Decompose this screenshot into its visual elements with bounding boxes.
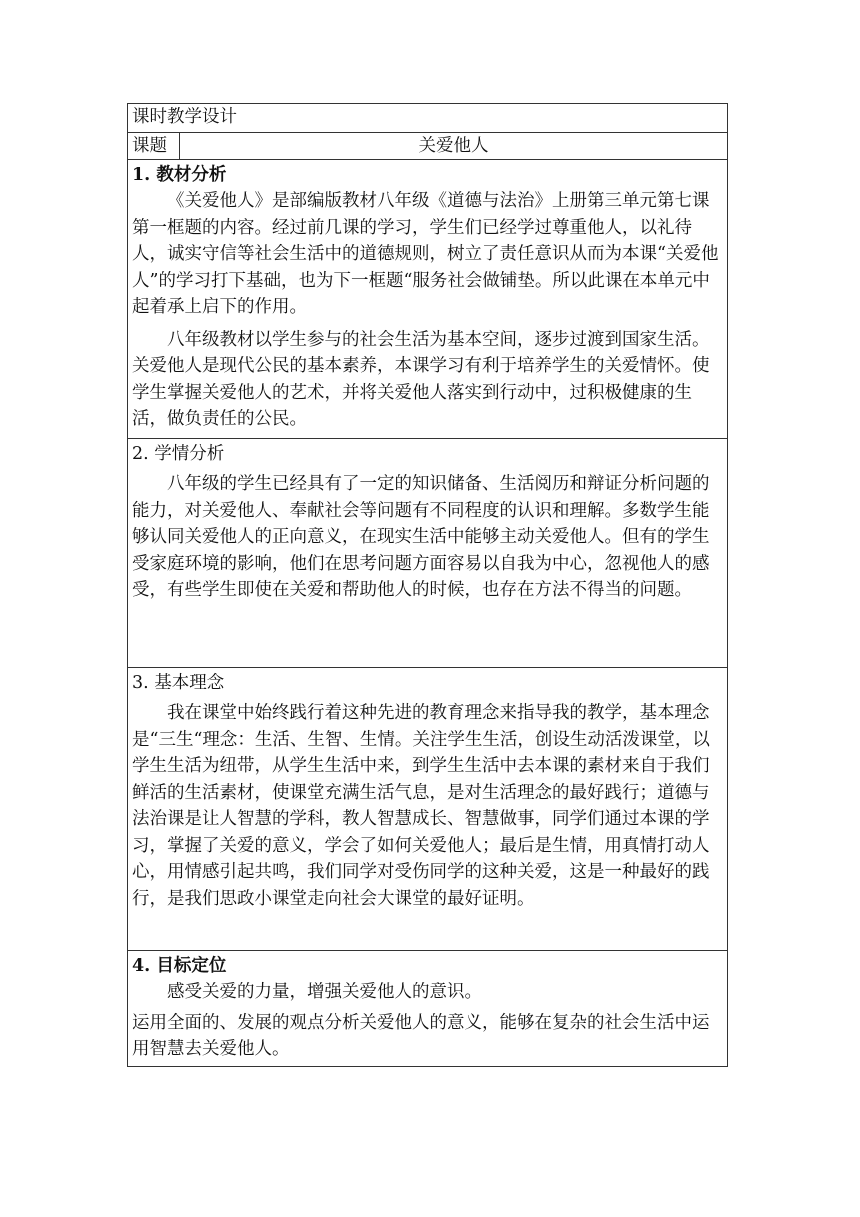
topic-row	[128, 133, 728, 160]
section-cell	[128, 160, 728, 439]
table-title: 课时教学设计	[128, 104, 728, 133]
table-header-row	[128, 104, 728, 133]
section-title: 3. 基本理念	[132, 673, 225, 693]
section-cell	[128, 439, 728, 668]
section-cell	[128, 668, 728, 951]
section-paragraph: 我在课堂中始终践行着这种先进的教育理念来指导我的教学，基本理念是“三生“理念：生活、生智、生情。关注学生生活，创设生动活泼课堂，以学生生活为纽带，从学生生活中来，到学生生活中去本课的素材来自于我们鲜活的生活素材，使课堂充满生活气息，是对生活理念的最好践行；道德与法治课是让人智慧的学科，教人智慧成长、智慧做事，同学们通过本课的学习，掌握了关爱的意义，学会了如何关爱他人；最后是生情，用真情打动人心，用情感引起共鸣，我们同学对受伤同学的这种关爱，这是一种最好的践行，是我们思政小课堂走向社会大课堂的最好证明。	[132, 703, 710, 909]
section-cell	[128, 951, 728, 1067]
section-student-analysis	[128, 439, 728, 668]
section-paragraph: 感受关爱的力量，增强关爱他人的意识。	[167, 982, 482, 1002]
section-basic-philosophy	[128, 668, 728, 951]
section-title: 2. 学情分析	[132, 444, 225, 464]
section-paragraph: 八年级教材以学生参与的社会生活为基本空间，逐步过渡到国家生活。关爱他人是现代公民的基本素养，本课学习有利于培养学生的关爱情怀。使学生掌握关爱他人的艺术，并将关爱他人落实到行动中，过积极健康的生活，做负责任的公民。	[132, 329, 710, 429]
section-goal-positioning	[128, 951, 728, 1067]
topic-value: 关爱他人	[180, 133, 728, 160]
section-paragraph: 运用全面的、发展的观点分析关爱他人的意义，能够在复杂的社会生活中运用智慧去关爱他人。	[132, 1012, 710, 1059]
section-paragraph: 八年级的学生已经具有了一定的知识储备、生活阅历和辩证分析问题的能力，对关爱他人、奉献社会等问题有不同程度的认识和理解。多数学生能够认同关爱他人的正向意义，在现实生活中能够主动关爱他人。但有的学生受家庭环境的影响，他们在思考问题方面容易以自我为中心，忽视他人的感受，有些学生即使在关爱和帮助他人的时候，也存在方法不得当的问题。	[132, 474, 710, 600]
section-textbook-analysis	[128, 160, 728, 439]
section-title: 4. 目标定位	[132, 956, 227, 976]
section-paragraph: 《关爱他人》是部编版教材八年级《道德与法治》上册第三单元第七课第一框题的内容。经过前几课的学习，学生们已经学过尊重他人，以礼待人，诚实守信等社会生活中的道德规则，树立了责任意识从而为本课“关爱他人”的学习打下基础，也为下一框题“服务社会做铺垫。所以此课在本单元中起着承上启下的作用。	[132, 191, 719, 317]
lesson-design-table	[127, 103, 728, 1067]
section-title: 1. 教材分析	[132, 165, 227, 185]
topic-label: 课题	[128, 133, 180, 160]
